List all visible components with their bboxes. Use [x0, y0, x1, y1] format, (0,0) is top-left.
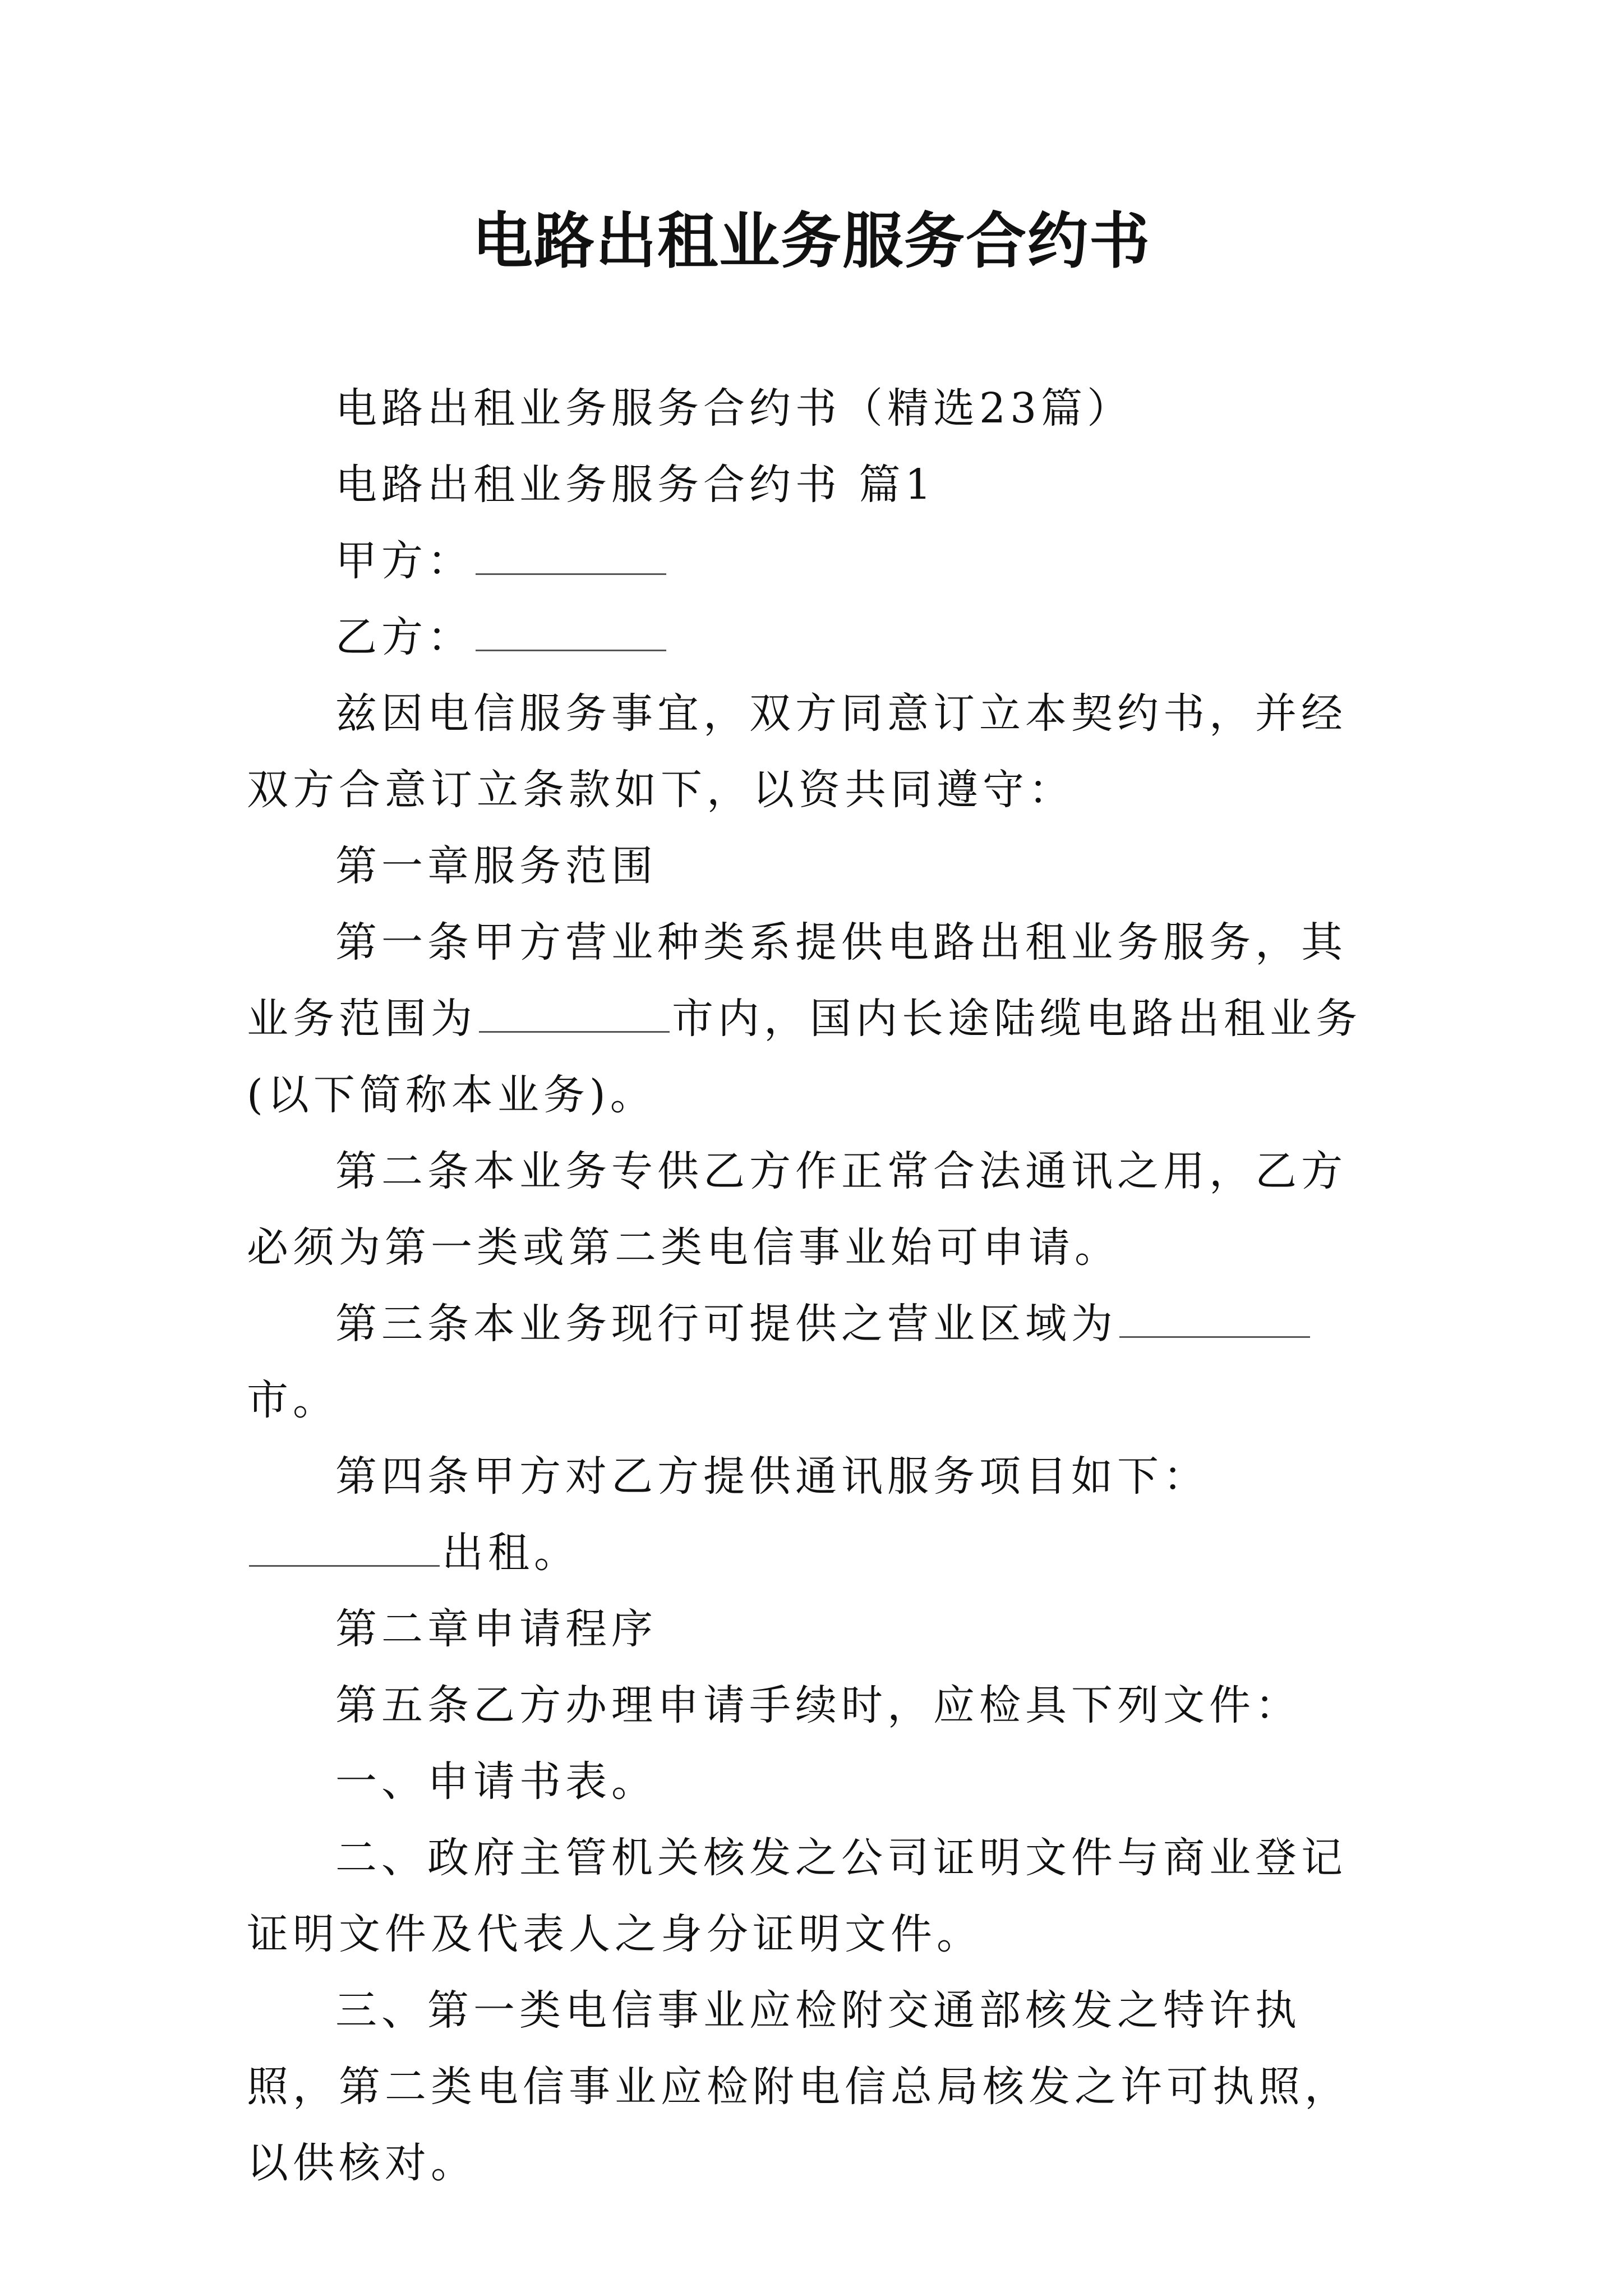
article-1 — [247, 904, 1391, 1133]
document-body — [247, 370, 1391, 2201]
article-3-text-a: 第三条本业务现行可提供之营业区域为 — [335, 1300, 1117, 1348]
party-a-label: 甲方： — [335, 537, 473, 585]
article-4-text-a: 第四条甲方对乙方提供通讯服务项目如下： — [335, 1452, 1209, 1501]
paragraph-preamble: 兹因电信服务事宜，双方同意订立本契约书，并经双方合意订立条款如下，以资共同遵守： — [247, 689, 1347, 814]
list-item: 一、申请书表。 — [335, 1757, 657, 1806]
article-3-text-b: 市。 — [247, 1376, 339, 1424]
article-3-blank — [1119, 1303, 1310, 1338]
paragraph-subtitle: 电路出租业务服务合约书（精选23篇） — [335, 384, 1133, 432]
party-b-blank — [476, 616, 666, 651]
article-2: 第二条本业务专供乙方作正常合法通讯之用，乙方必须为第一类或第二类电信事业始可申请。 — [247, 1147, 1347, 1272]
list-item: 二、政府主管机关核发之公司证明文件与商业登记证明文件及代表人之身分证明文件。 — [247, 1834, 1347, 1958]
article-1-text-b: 市内，国内长途陆缆电路出租业务(以下简称本业务)。 — [247, 995, 1362, 1119]
article-1-text-a: 第一条甲方营业种类系提供电路出租业务服务，其业务范围为 — [247, 918, 1347, 1043]
article-4-text-b: 出租。 — [442, 1529, 580, 1577]
party-b-label: 乙方： — [335, 613, 473, 661]
article-3 — [247, 1286, 1391, 1438]
chapter-heading: 第二章申请程序 — [335, 1605, 657, 1653]
chapter-heading: 第一章服务范围 — [335, 842, 657, 890]
list-item: 三、第一类电信事业应检附交通部核发之特许执照，第二类电信事业应检附电信总局核发之许可执照，以供核对。 — [247, 1986, 1350, 2187]
paragraph-section-heading: 电路出租业务服务合约书 篇1 — [335, 461, 936, 509]
paragraph-party-a — [247, 523, 1391, 599]
party-a-blank — [476, 540, 666, 575]
document-title: 电路出租业务服务合约书 — [472, 206, 1151, 277]
article-4-blank — [249, 1531, 440, 1567]
article-5: 第五条乙方办理申请手续时，应检具下列文件： — [335, 1681, 1301, 1729]
article-1-blank — [479, 997, 670, 1033]
article-4 — [247, 1438, 1391, 1591]
paragraph-party-b — [247, 599, 1391, 675]
